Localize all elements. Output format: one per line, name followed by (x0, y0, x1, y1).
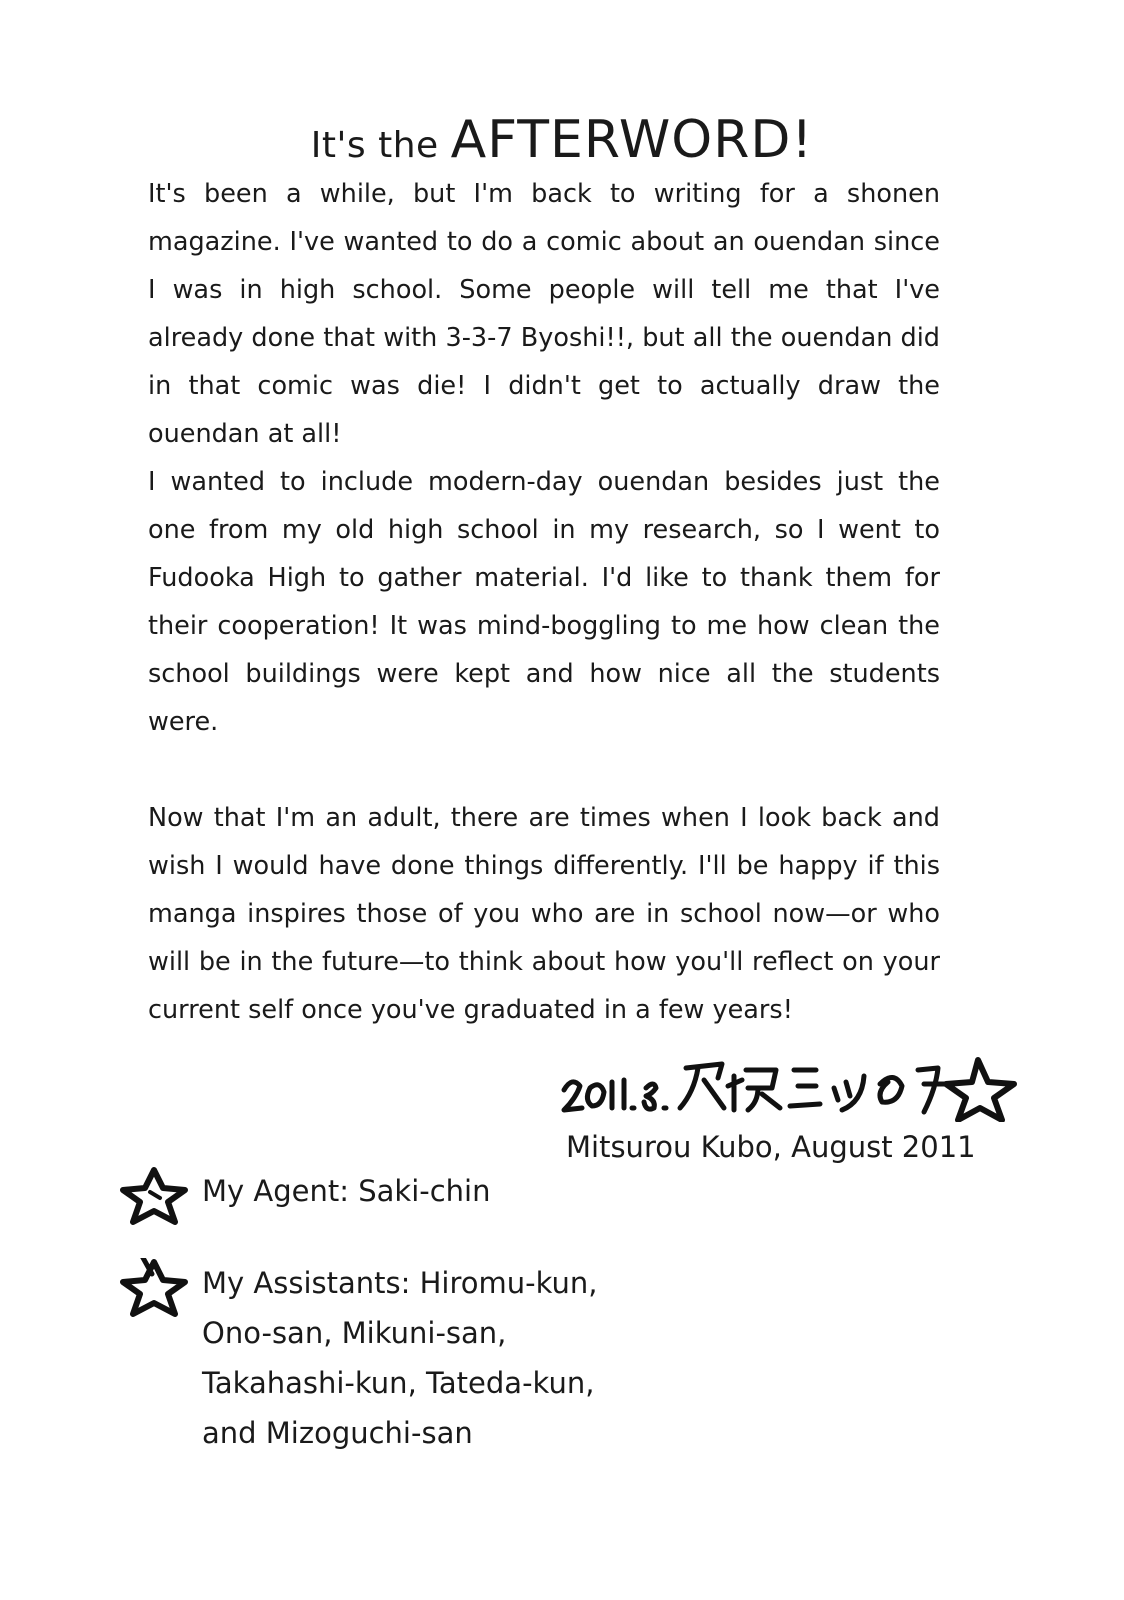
title-emphasis: AFTERWORD! (450, 110, 814, 170)
star-icon (120, 1258, 190, 1318)
assistants-line: Takahashi-kun, Tateda-kun, (202, 1366, 595, 1400)
assistants-credit-text (202, 1258, 597, 1458)
paragraph-2: I wanted to include modern-day ouendan besides just the one from my old high school in my research, so I went to Fudooka High to gather material. I'd like to thank them for their cooperation! It was mind-boggling to me how clean the school buildings were kept and how nice all the students were. (148, 467, 940, 737)
page-title (0, 110, 1124, 170)
credit-assistants (120, 1258, 680, 1458)
credit-agent (120, 1166, 620, 1226)
signature-caption: Mitsurou Kubo, August 2011 (566, 1130, 976, 1164)
star-icon (946, 1060, 1014, 1120)
title-prefix: It's the (310, 125, 439, 166)
assistants-line: and Mizoguchi-san (202, 1416, 473, 1450)
assistants-line: My Assistants: Hiromu-kun, (202, 1266, 598, 1300)
paragraph-3: Now that I'm an adult, there are times when I look back and wish I would have done things differently. I'll be happy if this manga inspires those of you who are in school now—or who will be in the future—to think about how you'll reflect on your current self once you've graduated in a few years! (148, 803, 940, 1025)
handwritten-signature (558, 1052, 1028, 1122)
assistants-line: Ono-san, Mikuni-san, (202, 1316, 507, 1350)
paragraph-1: It's been a while, but I'm back to writing for a shonen magazine. I've wanted to do a comic about an ouendan since I was in high school. Some people will tell me that I've already done that with 3-3-7 Byoshi!!, but all the ouendan did in that comic was die! I didn't get to actually draw the ouendan at all! (148, 179, 940, 449)
star-icon (120, 1166, 190, 1226)
agent-credit-text: My Agent: Saki-chin (202, 1174, 491, 1208)
